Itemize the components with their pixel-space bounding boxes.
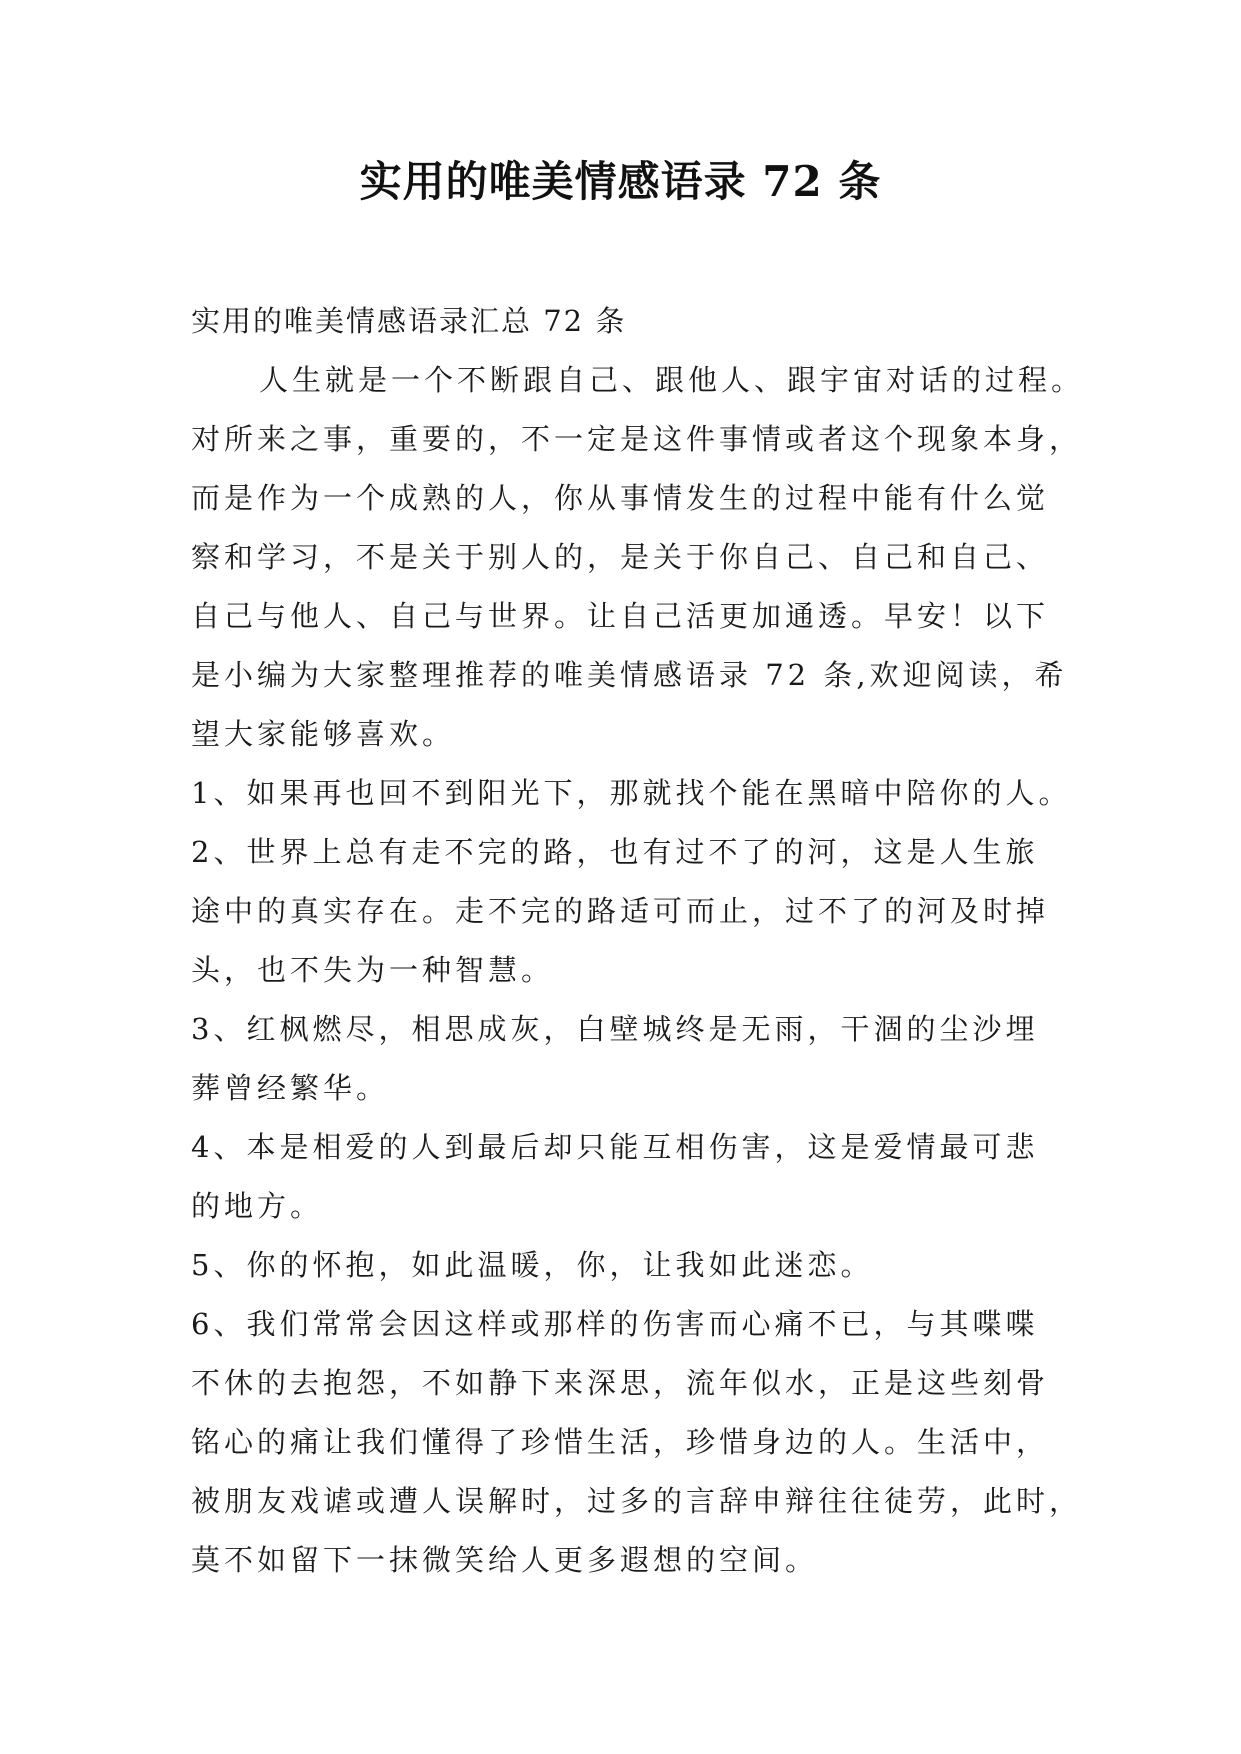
paragraph-line: 而是作为一个成熟的人，你从事情发生的过程中能有什么觉	[191, 481, 1050, 515]
paragraph-line: 望大家能够喜欢。	[191, 717, 456, 751]
quote-line: 2、世界上总有走不完的路，也有过不了的河，这是人生旅	[191, 835, 1039, 869]
document-title: 实用的唯美情感语录 72 条	[359, 157, 882, 206]
quote-line: 不休的去抱怨，不如静下来深思，流年似水，正是这些刻骨	[191, 1366, 1050, 1400]
quote-line: 4、本是相爱的人到最后却只能互相伤害，这是爱情最可悲	[191, 1130, 1039, 1164]
quote-line: 6、我们常常会因这样或那样的伤害而心痛不已，与其喋喋	[191, 1307, 1039, 1341]
paragraph-line: 是小编为大家整理推荐的唯美情感语录 72 条,欢迎阅读，希	[191, 658, 1068, 692]
document-body	[191, 292, 1085, 1590]
quote-line: 的地方。	[191, 1189, 324, 1223]
quote-line: 头，也不失为一种智慧。	[191, 953, 555, 987]
quote-line: 1、如果再也回不到阳光下，那就找个能在黑暗中陪你的人。	[191, 776, 1072, 810]
quote-line: 莫不如留下一抹微笑给人更多遐想的空间。	[191, 1543, 819, 1577]
quote-line: 葬曾经繁华。	[191, 1071, 390, 1105]
quote-line: 被朋友戏谑或遭人误解时，过多的言辞申辩往往徒劳，此时，	[191, 1484, 1083, 1518]
quote-line: 铭心的痛让我们懂得了珍惜生活，珍惜身边的人。生活中，	[191, 1425, 1050, 1459]
paragraph-line: 对所来之事，重要的，不一定是这件事情或者这个现象本身，	[191, 422, 1083, 456]
quote-line: 3、红枫燃尽，相思成灰，白壁城终是无雨，干涸的尘沙埋	[191, 1012, 1039, 1046]
paragraph-line: 察和学习，不是关于别人的，是关于你自己、自己和自己、	[191, 540, 1050, 574]
quote-line: 5、你的怀抱，如此温暖，你，让我如此迷恋。	[191, 1248, 874, 1282]
quote-line: 途中的真实存在。走不完的路适可而止，过不了的河及时掉	[191, 894, 1050, 928]
paragraph-line: 人生就是一个不断跟自己、跟他人、跟宇宙对话的过程。	[259, 363, 1085, 397]
paragraph-line: 自己与他人、自己与世界。让自己活更加通透。早安！以下	[191, 599, 1050, 633]
document-subtitle: 实用的唯美情感语录汇总 72 条	[191, 304, 627, 338]
